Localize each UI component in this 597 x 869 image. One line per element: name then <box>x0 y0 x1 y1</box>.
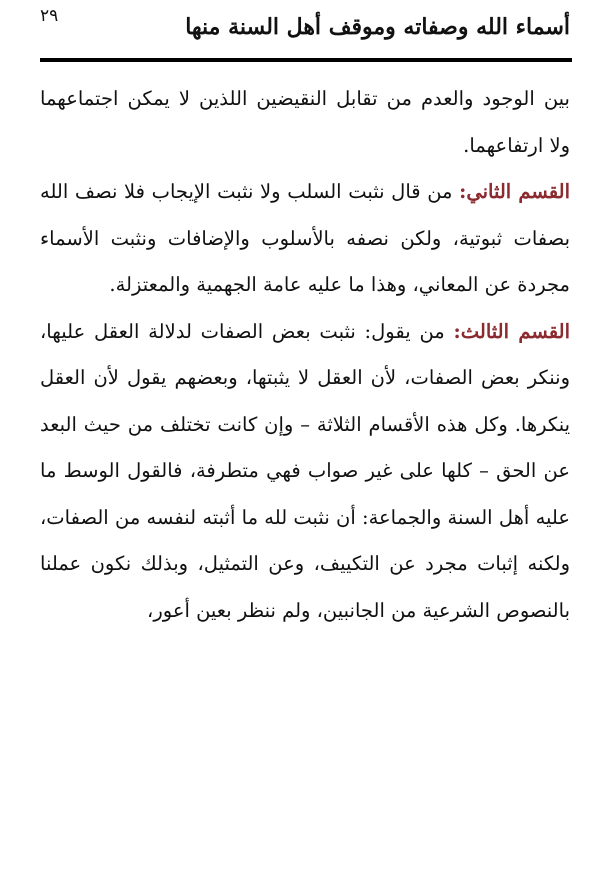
running-title: أسماء الله وصفاته وموقف أهل السنة منها <box>185 14 570 40</box>
paragraph-3 <box>40 309 570 635</box>
paragraph-1: بين الوجود والعدم من تقابل النقيضين اللذين لا يمكن اجتماعهما ولا ارتفاعهما. <box>40 87 570 157</box>
paragraph-2 <box>40 169 570 309</box>
paragraph-3-text: من يقول: نثبت بعض الصفات لدلالة العقل عليها، وننكر بعض الصفات، لأن العقل لا يثبتها، وبعضهم يقول لأن العقل ينكرها. وكل هذه الأقسام الثلاثة – وإن كانت تختلف من حيث البعد عن الحق – كلها على غير صواب فهي متطرفة، فالقول الوسط ما عليه أهل السنة والجماعة: أن نثبت لله ما أثبته لنفسه من الصفات، ولكنه إثبات مجرد عن التكييف، وعن التمثيل، وبذلك نكون عملنا بالنصوص الشرعية من الجانبين، ولم ننظر بعين أعور، <box>40 319 570 622</box>
page-header <box>38 4 570 54</box>
header-rule <box>40 58 572 62</box>
page-number: ٢٩ <box>40 6 59 26</box>
section-label-third: القسم الثالث: <box>453 319 571 343</box>
paragraph-2-text: من قال نثبت السلب ولا نثبت الإيجاب فلا نصف الله بصفات ثبوتية، ولكن نصفه بالأسلوب والإضافات ونثبت الأسماء مجردة عن المعاني، وهذا ما عليه عامة الجهمية والمعتزلة. <box>40 180 570 296</box>
body-text <box>40 76 570 634</box>
section-label-second: القسم الثاني: <box>459 180 570 203</box>
